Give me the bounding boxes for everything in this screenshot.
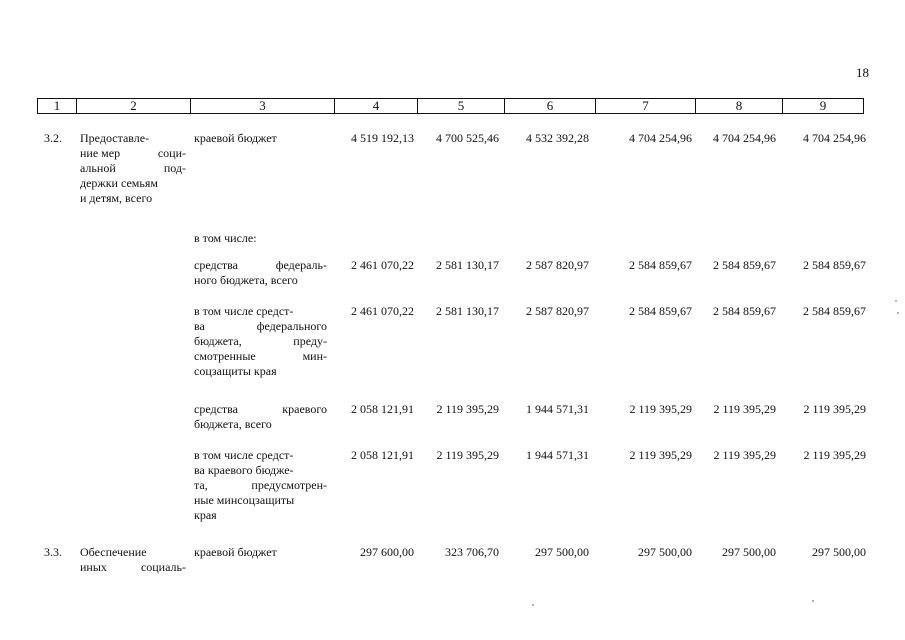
header-cell: 1	[38, 99, 77, 113]
row-source-line: смотренные мин-	[194, 349, 327, 363]
value-cell: 2 119 395,29	[629, 402, 692, 416]
row-code: 3.2.	[44, 131, 62, 145]
value-cell: 297 500,00	[638, 545, 692, 559]
row-source-line: края	[194, 508, 217, 522]
value-cell: 2 119 395,29	[803, 402, 866, 416]
row-source-line: в том числе средст-	[194, 448, 294, 462]
row-name-line: Предоставле-	[80, 131, 150, 145]
value-cell: 2 119 395,29	[436, 448, 499, 462]
header-cell: 5	[418, 99, 505, 113]
value-cell: 4 704 254,96	[713, 131, 776, 145]
row-code: 3.3.	[44, 545, 62, 559]
value-cell: 4 532 392,28	[526, 131, 589, 145]
row-name-line: держки семьям	[80, 176, 158, 190]
value-cell: 297 500,00	[535, 545, 589, 559]
value-cell: 2 119 395,29	[713, 402, 776, 416]
row-name-line: альной под-	[80, 161, 186, 175]
value-cell: 1 944 571,31	[526, 448, 589, 462]
row-source	[194, 448, 327, 523]
row-name-line: и детям, всего	[80, 191, 153, 205]
header-cell: 6	[505, 99, 596, 113]
row-source-line: ные минсоцзащиты	[194, 493, 295, 507]
row-name	[80, 545, 186, 575]
value-cell: 2 119 395,29	[629, 448, 692, 462]
row-source	[194, 402, 327, 432]
row-source-line: соцзащиты края	[194, 364, 277, 378]
header-cell: 2	[77, 99, 191, 113]
row-source-line: ва федерального	[194, 319, 327, 333]
value-cell: 2 058 121,91	[351, 448, 414, 462]
page-number: 18	[856, 65, 869, 80]
scan-speck	[532, 604, 534, 606]
value-cell: 2 119 395,29	[713, 448, 776, 462]
row-source-line: ного бюджета, всего	[194, 273, 298, 287]
row-source-line: бюджета, всего	[194, 417, 272, 431]
row-source-line: в том числе средст-	[194, 304, 294, 318]
value-cell: 2 584 859,67	[629, 304, 692, 318]
row-source-line: та, предусмотрен-	[194, 478, 327, 492]
row-source: краевой бюджет	[194, 131, 277, 145]
header-cell: 9	[819, 98, 827, 113]
value-cell: 4 519 192,13	[351, 131, 414, 145]
row-name-line: Обеспечение	[80, 545, 147, 559]
value-cell: 2 587 820,97	[526, 258, 589, 272]
value-cell: 2 461 070,22	[351, 258, 414, 272]
value-cell: 4 700 525,46	[436, 131, 499, 145]
value-cell: 4 704 254,96	[629, 131, 692, 145]
row-source	[194, 258, 327, 288]
table-header-row	[37, 98, 864, 114]
value-cell: 2 119 395,29	[803, 448, 866, 462]
scan-speck	[812, 600, 814, 602]
row-source-line: средства федераль-	[194, 258, 327, 272]
row-source-line: средства краевого	[194, 402, 327, 416]
header-cell: 4	[335, 99, 418, 113]
value-cell: 2 058 121,91	[351, 402, 414, 416]
row-source-line: ва краевого бюдже-	[194, 463, 294, 477]
value-cell: 297 500,00	[722, 545, 776, 559]
value-cell: 2 584 859,67	[713, 258, 776, 272]
row-name-line: ние мер соци-	[80, 146, 186, 160]
row-source: в том числе:	[194, 231, 257, 245]
value-cell: 4 704 254,96	[803, 131, 866, 145]
header-cell: 3	[191, 99, 335, 113]
value-cell: 2 581 130,17	[436, 258, 499, 272]
row-source	[194, 304, 327, 379]
value-cell: 1 944 571,31	[526, 402, 589, 416]
header-cell: 8	[696, 99, 783, 113]
scan-speck	[895, 300, 897, 302]
value-cell: 2 119 395,29	[436, 402, 499, 416]
value-cell: 2 584 859,67	[803, 304, 866, 318]
row-source-line: бюджета, преду-	[194, 334, 327, 348]
row-source: краевой бюджет	[194, 545, 277, 559]
row-name	[80, 131, 186, 206]
value-cell: 2 584 859,67	[803, 258, 866, 272]
header-cell: 7	[596, 99, 696, 113]
value-cell: 2 587 820,97	[526, 304, 589, 318]
value-cell: 323 706,70	[445, 545, 499, 559]
value-cell: 2 584 859,67	[629, 258, 692, 272]
row-name-line: иных социаль-	[80, 560, 186, 574]
scan-speck	[897, 312, 899, 314]
value-cell: 297 500,00	[812, 545, 866, 559]
value-cell: 2 581 130,17	[436, 304, 499, 318]
value-cell: 2 584 859,67	[713, 304, 776, 318]
value-cell: 297 600,00	[360, 545, 414, 559]
value-cell: 2 461 070,22	[351, 304, 414, 318]
